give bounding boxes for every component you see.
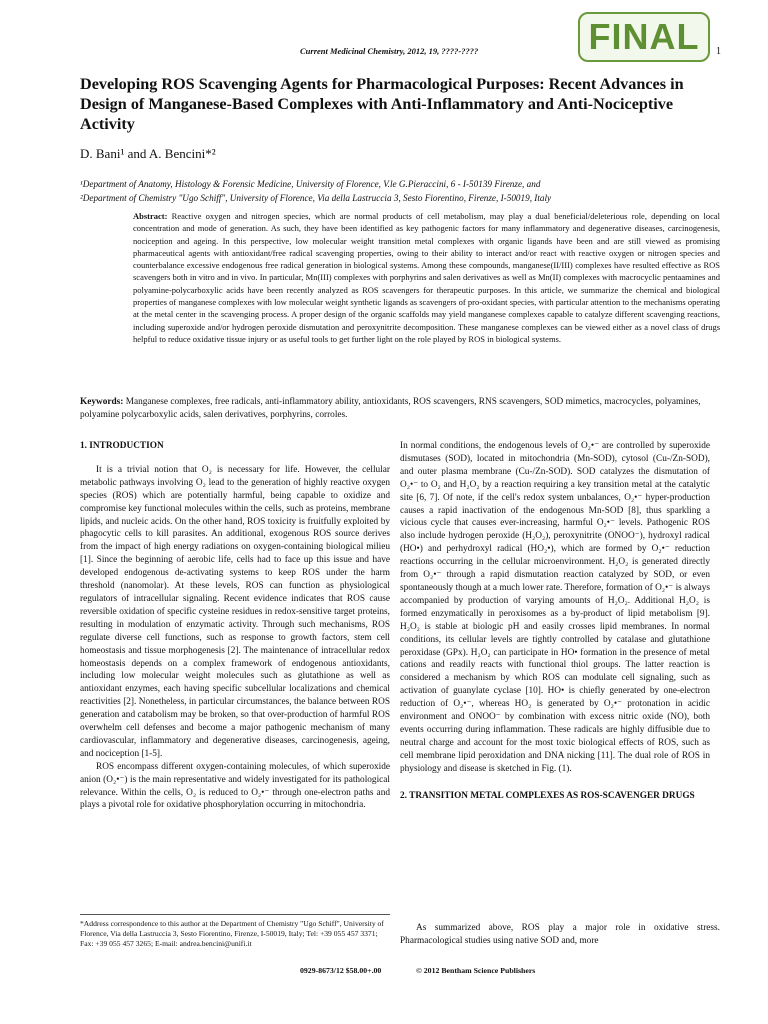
abstract <box>133 210 720 345</box>
authors: D. Bani¹ and A. Bencini*² <box>80 146 216 161</box>
abstract-text: Reactive oxygen and nitrogen species, which are normal products of cell metabolism, may play a dual beneficial/deleterious role, depending on local concentration and mode of generation. As such, they have been identified as key pathogenic factors for many inflammatory and degenerative diseases, carcinogenesis, nociception and ageing. In this perspective, low molecular weight transition metal complexes with organic ligands have been and are still viewed as promising pharmaceutical agents with antioxidant/free radical scavenging properties, owing to their ability to interact and/or react with reactive oxygen or nitrogen species and counterbalance excessive endogenous free radical generation in biological systems. Among these compounds, manganese(II/III) complexes have resulted effective as ROS scavengers both in vitro and in vivo. In particular, Mn(III) complexes with porphyrins and salen derivatives as well as Mn(II) complexes with macrocyclic pentaamines and polyamine-polycarboxylic acids have been recently analyzed as ROS scavengers for therapeutic purposes. In this article, we summarize the chemical and biological properties of manganese complexes with low molecular weight synthetic ligands as scavengers of pro-oxidant species, with particular attention to the mechanisms operating at the metal center in the scavenging process. A proper design of the organic scaffolds may yield manganese complexes capable to catalyze different scavenging reactions, including superoxide and/or hydrogen peroxide dismutation and peroxynitrite decomposition. These manganese complexes can be viewed either as a novel class of drugs helpful to reduce oxidative tissue injury or as useful tools to get further light on the role played by ROS in biological systems. <box>133 211 720 344</box>
section-2-paragraph-1: As summarized above, ROS play a major role in oxidative stress. Pharmacological studies using native SOD and, more <box>400 923 720 946</box>
left-column <box>80 440 390 906</box>
intro-paragraph-2: ROS encompass different oxygen-containing molecules, of which superoxide anion (O₂•⁻) is the main representative and widely investigated for its pathological relevance. Within the cells, O₂ is reduced to O₂•⁻ through one-electron paths and plays a pivotal role for oxidative phosphorylation occurring in mitochondria. <box>80 761 390 811</box>
keywords <box>80 396 720 422</box>
final-badge <box>578 12 710 62</box>
correspondence-footnote: *Address correspondence to this author at the Department of Chemistry "Ugo Schiff", University of Florence, Via della Lastruccia 3, Sesto Fiorentino, Firenze, I-50019, Italy; Tel: +39 055 457 3371; Fax: +39 055 457 3265; E-mail: andrea.bencini@unifi.it <box>80 914 390 949</box>
journal-citation: Current Medicinal Chemistry, 2012, 19, ????-???? <box>300 46 479 56</box>
article-title: Developing ROS Scavenging Agents for Pharmacological Purposes: Recent Advances in Design of Manganese-Based Complexes with Anti-Inflammatory and Anti-Nociceptive Activity <box>80 75 684 133</box>
issn-price: 0929-8673/12 $58.00+.00 <box>300 966 382 975</box>
intro-paragraph-3: In normal conditions, the endogenous levels of O₂•⁻ are controlled by superoxide dismutases (SOD), located in mitochondria (Mn-SOD), cytosol (Cu-/Zn-SOD), and outer plasma membrane (Cu-/Zn-SOD). SOD catalyzes the dismutation of O₂•⁻ to O₂ and H₂O₂ by a reaction requiring a key transition metal at the catalytic site [6, 7]. Of note, if the cell's redox system unbalances, O₂•⁻ hyper-production causes a rapid inactivation of the endogenous Mn-SOD [8], thus sparkling a vicious cycle that causes ever-increasing, harmful O₂•⁻ levels. Pathogenic ROS also include hydrogen peroxide (H₂O₂), peroxynitrite (ONOO⁻), hydroxyl radical (HO•) and perhydroxyl radical (HO₂•), which are formed by O₂•⁻ reduction reactions occurring in the cellular microenvironment. H₂O₂ is generated directly from O₂•⁻ through a rapid dismutation reaction catalyzed by SOD, or even spontaneously though at a much lower rate. Therefore, formation of O₂•⁻ is always accompanied by production of varying amounts of H₂O₂. Additional H₂O₂ is formed enzymatically in peroxisomes as a by-product of lipid metabolism [9]. H₂O₂ is stable at biologic pH and easily crosses lipid membranes. In normal conditions, its cellular levels are tightly controlled by catalase and glutathione peroxidase (GPx). H₂O₂ can participate in HO• formation in the presence of metal cations and readily reacts with functional thiol groups. The latter reaction is considered a mechanism by which ROS can modulate cell signaling, such as activation of guanylate cyclase [10]. HO• is chiefly generated by one-electron reduction of O₂•⁻, whereas HO₂ is generated by O₂•⁻ protonation in acidic environment and ONOO⁻ by combination with excess nitric oxide (NO), both events occurring during inflammation. These radicals are highly diffusible due to neutral charge and account for the most toxic biological effects of ROS, such as cell membrane lipid peroxidation and DNA nicking [11]. The dual role of ROS in physiology and disease is sketched in Fig. (1). <box>400 441 710 774</box>
copyright: © 2012 Bentham Science Publishers <box>416 966 536 975</box>
intro-paragraph-1: It is a trivial notion that O₂ is necessary for life. However, the cellular metabolic pathways involving O₂ lead to the generation of highly reactive oxygen species (ROS) which are potentially harmful, being capable to oxidize and compromise key functional molecules within the cells, such as proteins, membrane lipids, and nucleic acids. On the other hand, ROS toxicity is fruitfully exploited by phagocytic cells to kill parasites. An additional, exogenous ROS source derives from the impact of high energy radiations on oxygen-containing biological milieu [1]. Since the beginning of aerobic life, cells had to face up this issue and have developed endogenous de-activating systems to keep ROS under the harm threshold (nanomolar). At these levels, ROS can function as physiological regulators of intracellular signaling. Recent evidence indicates that ROS cause reversible oxidation of specific cysteine residues in redox-sensitive target proteins, resulting in modulation of enzymatic activity. Through such mechanisms, ROS regulate diverse cell functions, such as response to growth factors, stem cell homeostasis and tissue morphogenesis [2]. The maintenance of intracellular redox homeostasis depends on a complex framework of endogenous antioxidants, including low molecular weight molecules such as glutathione as well as antioxidant enzymes, each having specific subcellular localizations and chemical reactivities [2]. Nonetheless, in particular circumstances, the balance between ROS generation and catabolism may be broken, so that over-production of harmful ROS overwhelm cell defenses and become a major pathogenic mechanism of many cardiovascular, inflammatory and degenerative diseases, carcinogenesis, ageing, and nociception [1-5]. <box>80 464 390 759</box>
keywords-text: Manganese complexes, free radicals, anti-inflammatory ability, antioxidants, ROS scavengers, RNS scavengers, SOD mimetics, macrocycles, polyamines, polyamine polycarboxylic acids, salen derivatives, porphyrins, corroles. <box>80 397 701 420</box>
section-1-heading: 1. INTRODUCTION <box>80 441 164 451</box>
page-number: 1 <box>716 46 721 57</box>
final-badge-label: FINAL <box>588 16 700 57</box>
abstract-label: Abstract: <box>133 211 168 221</box>
right-column <box>400 440 710 960</box>
section-2-heading: 2. TRANSITION METAL COMPLEXES AS ROS-SCAVENGER DRUGS <box>400 790 695 801</box>
affiliation-1: ¹Department of Anatomy, Histology & Forensic Medicine, University of Florence, V.le G.Pieraccini, 6 - I-50139 Firenze, and <box>80 179 541 189</box>
affiliation-2: ²Department of Chemistry "Ugo Schiff", University of Florence, Via della Lastruccia 3, Sesto Fiorentino, Firenze, I-50019, Italy <box>80 193 552 203</box>
keywords-label: Keywords: <box>80 397 124 407</box>
